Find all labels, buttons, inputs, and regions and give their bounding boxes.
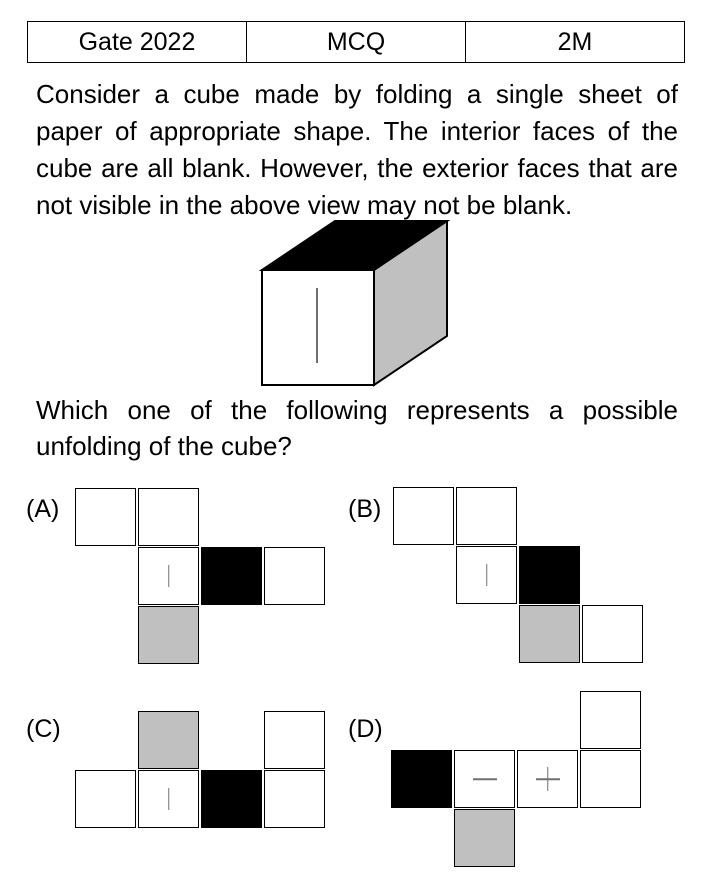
option-c-vline-mark [168,788,170,810]
header-table [27,21,685,63]
cube-front-face [262,270,374,385]
option-b-cell-1 [393,487,454,545]
header-row [28,22,685,63]
option-a-cell-3 [138,547,199,605]
option-b-label: (B) [348,495,382,523]
option-d-cell-5 [580,750,641,808]
option-c-cell-1 [138,711,199,769]
option-c-label: (C) [26,715,61,743]
question-prompt: Which one of the following represents a possible unfolding of the cube? [36,395,678,461]
option-d-cell-6 [454,809,515,867]
option-a-cell-4 [201,547,262,605]
option-d-cell-3 [454,750,515,808]
option-a-cell-6 [138,606,199,664]
option-c-cell-3 [75,770,136,828]
option-c-cell-5 [201,770,262,828]
header-marks: 2M [466,22,685,63]
option-b-vline-mark [486,564,488,586]
option-a-vline-mark [168,565,170,587]
option-c-cell-2 [264,711,325,769]
question-text: Consider a cube made by folding a single sheet of paper of appropriate shape. The interior faces of the cube are all blank. However, the exterior faces that are not visible in the above view may not be blank. [36,79,678,220]
option-d-cell-2 [391,750,452,808]
option-d-label: (D) [348,715,383,743]
option-d-plus-mark-v [547,767,549,791]
option-d-cell-4 [517,750,578,808]
option-b-cell-2 [456,487,517,545]
option-b-cell-5 [519,605,580,663]
option-a-label: (A) [26,495,60,523]
option-b-cell-6 [582,605,643,663]
option-b-cell-4 [519,546,580,604]
cube-figure [255,220,455,390]
option-d-hline-mark [473,778,497,780]
option-c-cell-6 [264,770,325,828]
option-a-cell-2 [138,488,199,546]
header-exam: Gate 2022 [28,22,247,63]
option-d-cell-1 [580,691,641,749]
option-c-cell-4 [138,770,199,828]
header-type: MCQ [247,22,466,63]
option-a-cell-1 [75,488,136,546]
option-a-cell-5 [264,547,325,605]
option-b-cell-3 [456,546,517,604]
